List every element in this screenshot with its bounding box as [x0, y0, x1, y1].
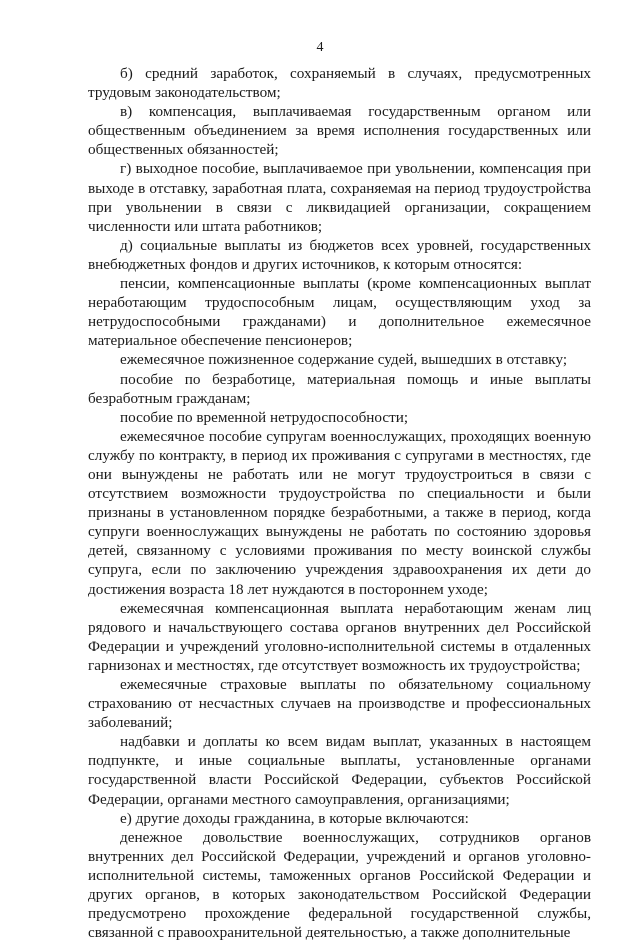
- paragraph-judges-maintenance: ежемесячное пожизненное содержание судей, вышедших в отставку;: [120, 351, 568, 369]
- document-body: [88, 64, 591, 942]
- paragraph-wives-compensation: ежемесячная компенсационная выплата неработающим женам лиц рядового и начальствующего состава органов внутренних дел Российской Федерации и учреждений уголовно-исполнительной системы в отдаленных гарнизонах и местностях, где отсутствует возможность их трудоустройства;: [88, 599, 591, 674]
- paragraph-military-spouse-allowance: ежемесячное пособие супругам военнослужащих, проходящих военную службу по контракту, в период их проживания с супругами в местностях, где они вынуждены не работать или не могут трудоустроиться в связи с отсутствием возможности трудоустройства по специальности и были признаны в установленном порядке безработными, а также в период, когда супруги военнослужащих вынуждены не работать по состоянию здоровья детей, связанному с условиями проживания по месту воинской службы супруга, если по заключению учреждения здравоохранения их дети до достижения возраста 18 лет нуждаются в постороннем уходе;: [88, 427, 591, 598]
- paragraph-insurance-payments: ежемесячные страховые выплаты по обязательному социальному страхованию от несчастных случаев на производстве и профессиональных заболеваний;: [88, 676, 591, 732]
- paragraph-g-severance-pay: г) выходное пособие, выплачиваемое при увольнении, компенсация при выходе в отставку, заработная плата, сохраняемая на период трудоустройства при увольнении в связи с ликвидацией организации, сокращением численности или штата работников;: [88, 160, 591, 235]
- paragraph-b-average-earnings: б) средний заработок, сохраняемый в случаях, предусмотренных трудовым законодательством;: [88, 65, 591, 102]
- paragraph-d-social-payments: д) социальные выплаты из бюджетов всех уровней, государственных внебюджетных фондов и других источников, к которым относятся:: [88, 236, 591, 273]
- paragraph-v-compensation: в) компенсация, выплачиваемая государственным органом или общественным объединением за время исполнения государственных или общественных обязанностей;: [88, 103, 591, 159]
- paragraph-e-other-income: е) другие доходы гражданина, в которые включаются:: [120, 809, 469, 827]
- paragraph-sick-leave-benefit: пособие по временной нетрудоспособности;: [120, 408, 409, 426]
- paragraph-unemployment-benefit: пособие по безработице, материальная помощь и иные выплаты безработным гражданам;: [88, 370, 591, 407]
- paragraph-pensions: пенсии, компенсационные выплаты (кроме компенсационных выплат неработающим трудоспособным лицам, осуществляющим уход за нетрудоспособными гражданами) и дополнительное ежемесячное материальное обеспечение пенсионеров;: [88, 275, 591, 350]
- paragraph-monetary-allowance: денежное довольствие военнослужащих, сотрудников органов внутренних дел Российской Федерации, учреждений и органов уголовно-исполнительной системы, таможенных органов Российской Федерации и других органов, в которых законодательством Российской Федерации предусмотрено прохождение федеральной государственной службы, связанной с правоохранительной деятельностью, а также дополнительные: [88, 828, 591, 942]
- page-number: 4: [316, 40, 324, 55]
- paragraph-supplements: надбавки и доплаты ко всем видам выплат, указанных в настоящем подпункте, и иные социальные выплаты, установленные органами государственной власти Российской Федерации, субъектов Российской Федерации, органами местного самоуправления, организациями;: [88, 733, 591, 808]
